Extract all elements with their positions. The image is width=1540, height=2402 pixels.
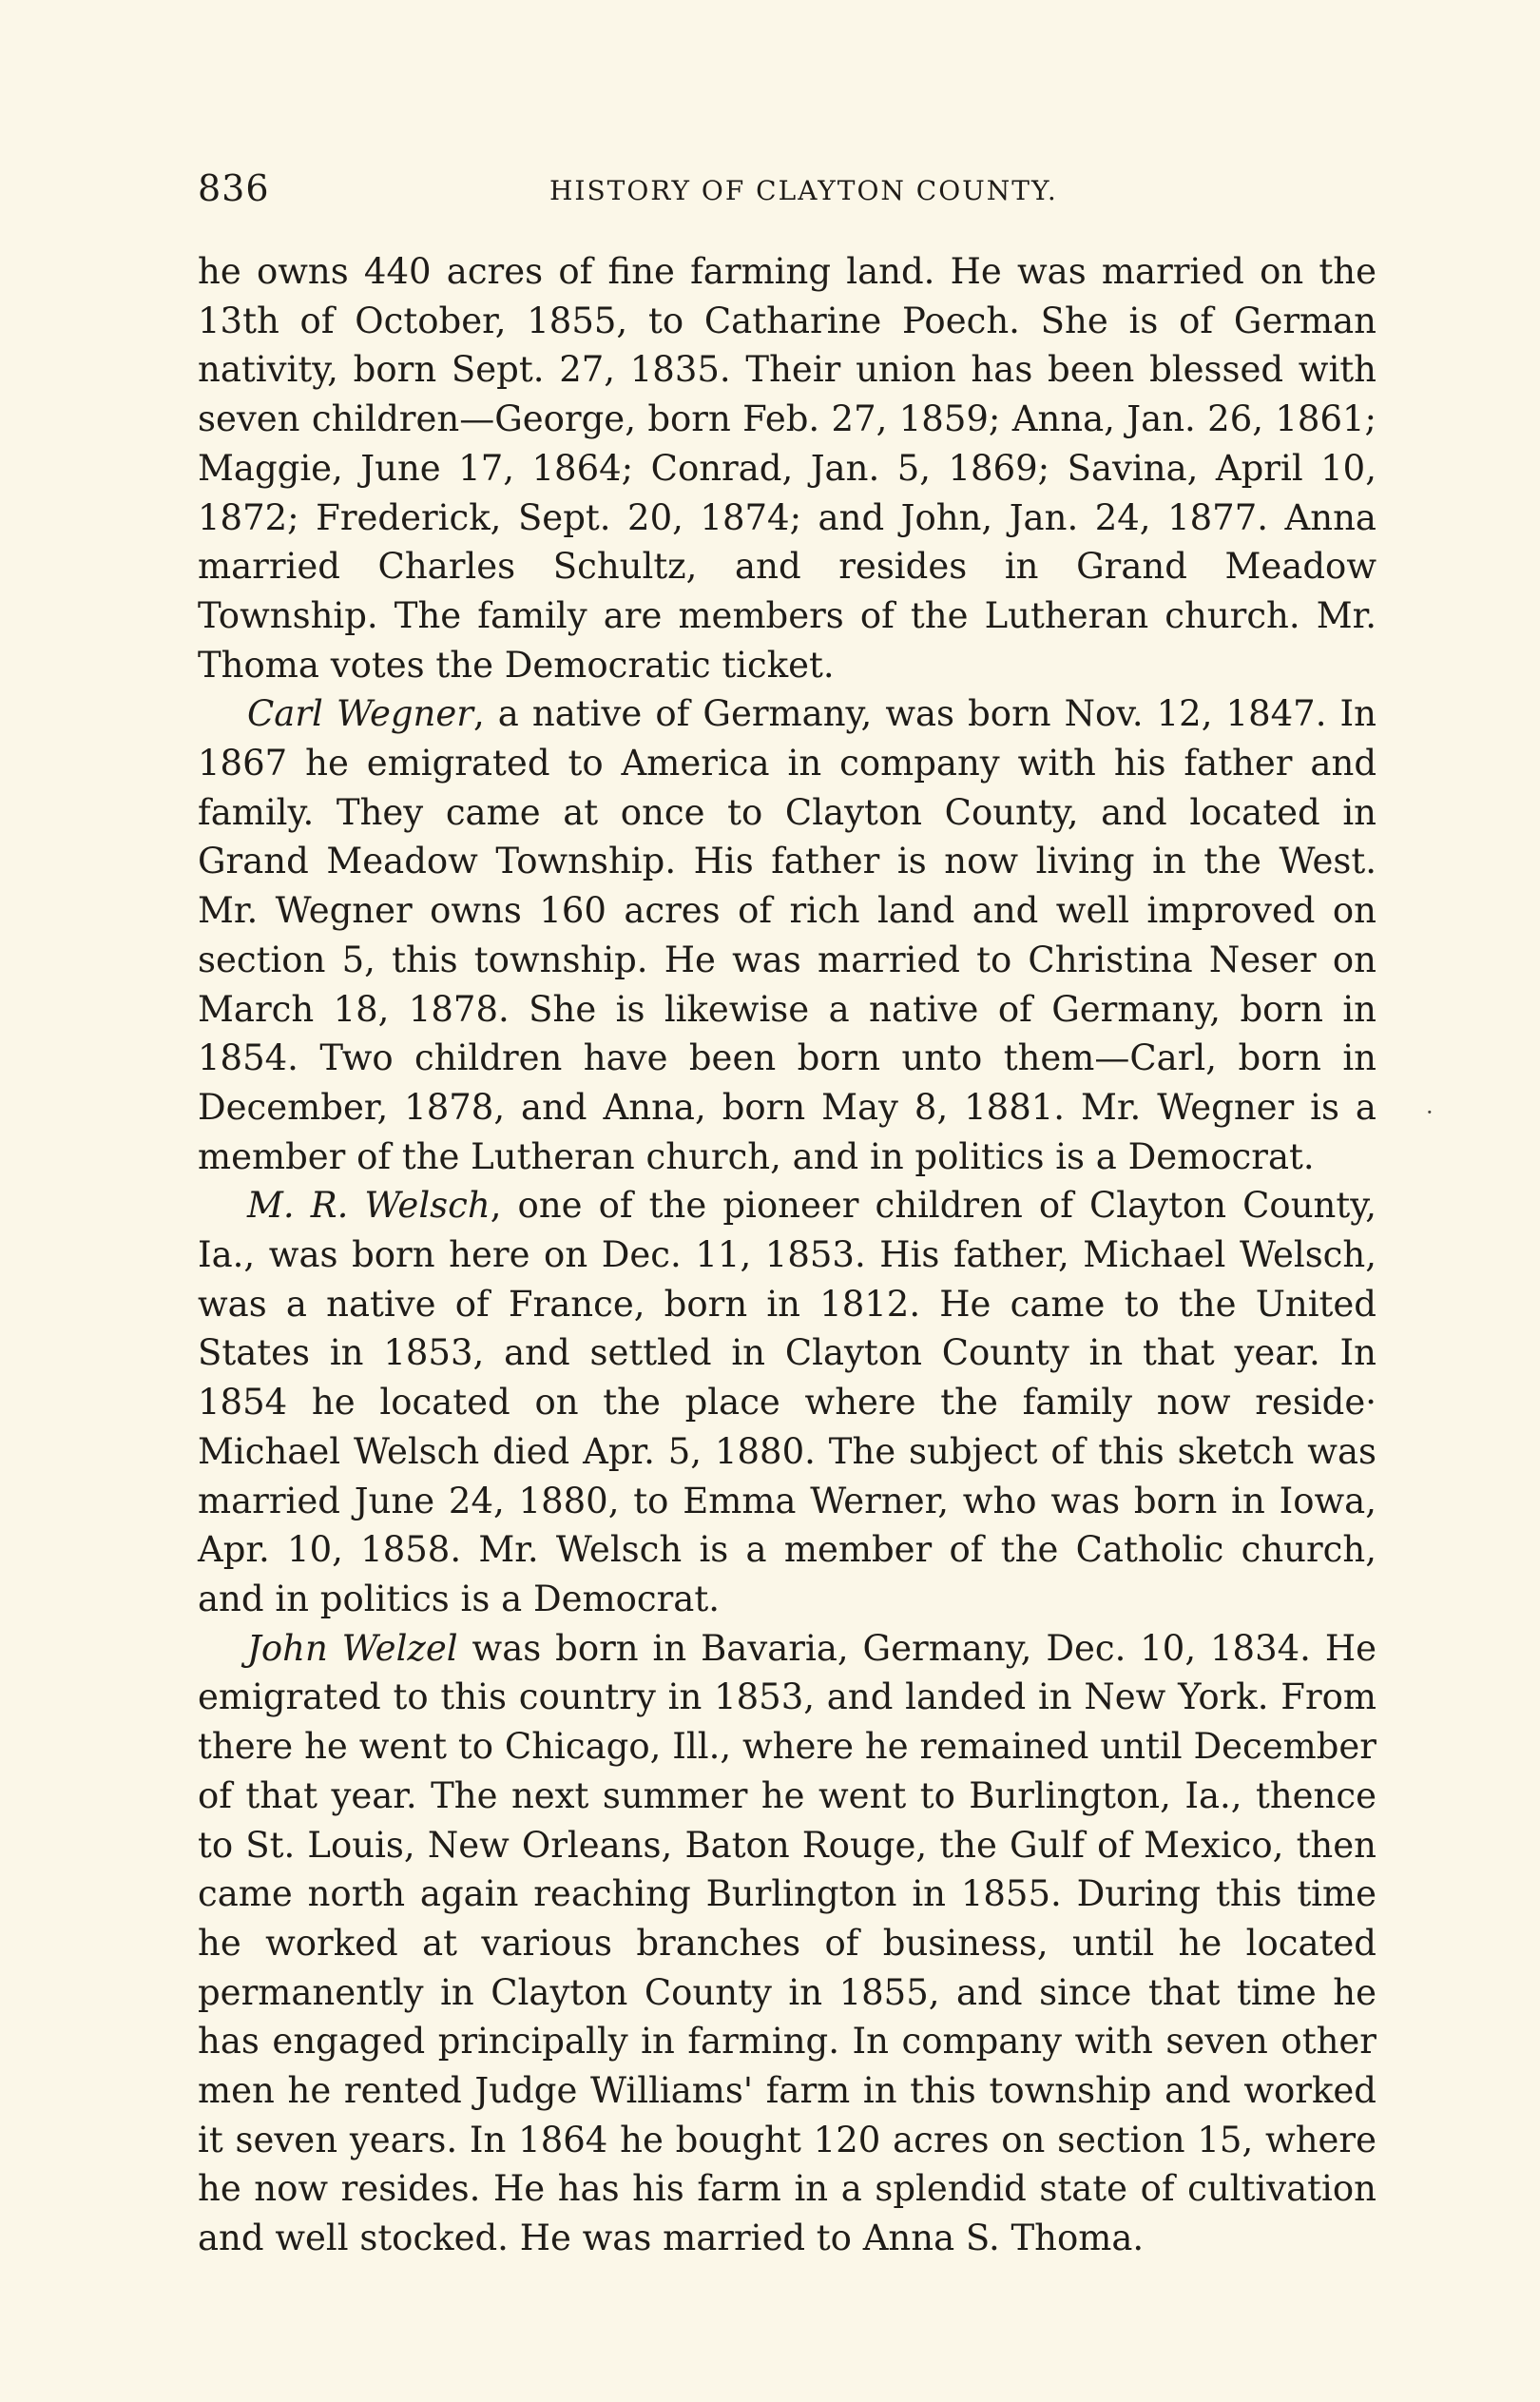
page-header	[198, 167, 1376, 221]
paragraph-carl-wegner	[198, 689, 1376, 1181]
paragraph-text: , a native of Germany, was born Nov. 12, 1847. In 1867 he emigrated to America in company with his father and family. They came at once to Clayton County, and located in Grand Meadow Township. His father is now living in the West. Mr. Wegner owns 160 acres of rich land and well improved on section 5, this township. He was married to Christina Neser on March 18, 1878. She is likewise a native of Germany, born in 1854. Two children have been born unto them—Carl, born in December, 1878, and Anna, born May 8, 1881. Mr. Wegner is a member of the Lutheran church, and in politics is a Democrat.	[198, 693, 1376, 1177]
subject-name: M. R. Welsch	[247, 1185, 491, 1227]
paragraph-text: he owns 440 acres of fine farming land. He was married on the 13th of October, 1855, to Catharine Poech. She is of German nativity, born Sept. 27, 1835. Their union has been blessed with seven children—George, born Feb. 27, 1859; Anna, Jan. 26, 1861; Maggie, June 17, 1864; Conrad, Jan. 5, 1869; Savina, April 10, 1872; Frederick, Sept. 20, 1874; and John, Jan. 24, 1877. Anna married Charles Schultz, and resides in Grand Meadow Township. The family are members of the Lutheran church. Mr. Thoma votes the Democratic ticket.	[198, 251, 1376, 686]
paragraph-text: was born in Bavaria, Germany, Dec. 10, 1834. He emigrated to this country in 1853, and landed in New York. From there he went to Chicago, Ill., where he remained until December of that year. The next summer he went to Burlington, Ia., thence to St. Louis, New Orleans, Baton Rouge, the Gulf of Mexico, then came north again reaching Burlington in 1855. During this time he worked at various branches of business, until he located permanently in Clayton County in 1855, and since that time he has engaged principally in farming. In company with seven other men he rented Judge Williams' farm in this township and worked it seven years. In 1864 he bought 120 acres on section 15, where he now resides. He has his farm in a splendid state of cultivation and well stocked. He was married to Anna S. Thoma.	[198, 1627, 1376, 2259]
margin-mark: ·	[1426, 1099, 1434, 1126]
paragraph-john-welzel	[198, 1624, 1376, 2263]
paragraph-text: , one of the pioneer children of Clayton County, Ia., was born here on Dec. 11, 1853. His father, Michael Welsch, was a native of France, born in 1812. He came to the United States in 1853, and settled in Clayton County in that year. In 1854 he located on the place where the family now reside· Michael Welsch died Apr. 5, 1880. The subject of this sketch was married June 24, 1880, to Emma Werner, who was born in Iowa, Apr. 10, 1858. Mr. Welsch is a member of the Catholic church, and in politics is a Democrat.	[198, 1185, 1376, 1619]
body-text	[198, 247, 1376, 2263]
page-number: 836	[198, 167, 270, 209]
subject-name: Carl Wegner	[247, 693, 473, 735]
paragraph-thoma-continued	[198, 247, 1376, 689]
running-title: HISTORY OF CLAYTON COUNTY.	[549, 175, 1058, 206]
subject-name: John Welzel	[247, 1627, 458, 1669]
paragraph-m-r-welsch	[198, 1181, 1376, 1623]
